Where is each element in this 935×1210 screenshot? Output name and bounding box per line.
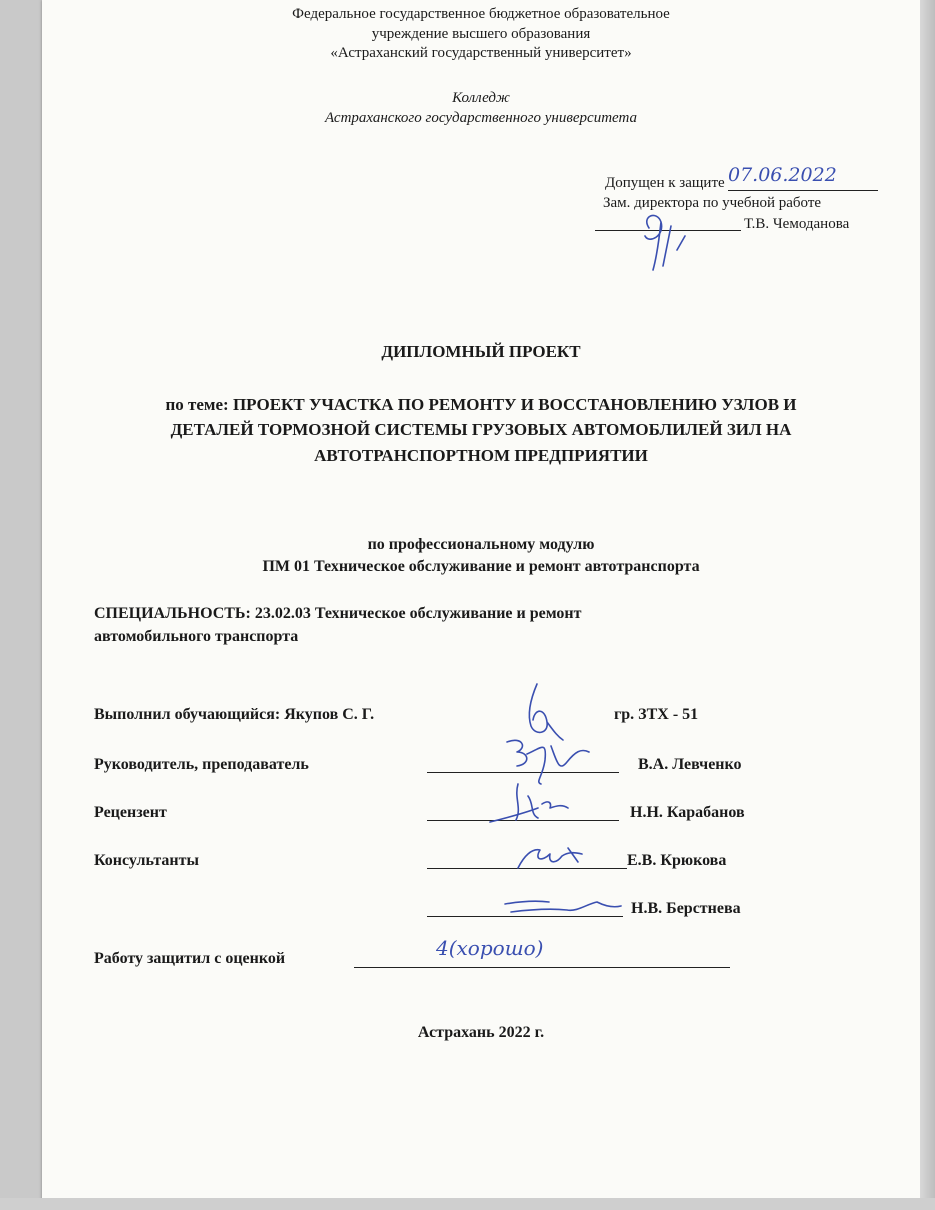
- consultant2-signature: [497, 892, 627, 928]
- scan-right-edge: [920, 0, 935, 1210]
- module-line-1: по профессиональному модулю: [367, 536, 595, 553]
- consultant1-signature: [512, 838, 602, 878]
- approval-name: Т.В. Чемоданова: [744, 216, 850, 232]
- approval-signature: [627, 206, 712, 274]
- scan-bottom-edge: [0, 1198, 935, 1210]
- specialty-line-1: СПЕЦИАЛЬНОСТЬ: 23.02.03 Техническое обслуживание и ремонт: [94, 605, 582, 622]
- student-label: Выполнил обучающийся: Якупов С. Г.: [94, 706, 375, 723]
- topic-line-1: по теме: ПРОЕКТ УЧАСТКА ПО РЕМОНТУ И ВОССТАНОВЛЕНИЮ УЗЛОВ И: [165, 395, 797, 414]
- grade-value: 4(хорошо): [436, 936, 544, 960]
- topic-line-2: ДЕТАЛЕЙ ТОРМОЗНОЙ СИСТЕМЫ ГРУЗОВЫХ АВТОМОБЛИЛЕЙ ЗИЛ НА: [170, 420, 792, 439]
- specialty-line-2: автомобильного транспорта: [94, 628, 299, 645]
- reviewer-label: Рецензент: [94, 804, 167, 821]
- topic-line-3: АВТОТРАНСПОРТНОМ ПРЕДПРИЯТИИ: [314, 446, 648, 465]
- document-type: ДИПЛОМНЫЙ ПРОЕКТ: [381, 342, 581, 361]
- approval-date-line: [728, 190, 878, 191]
- supervisor-name: В.А. Левченко: [638, 756, 742, 773]
- document-page: [42, 0, 920, 1210]
- student-group: гр. ЗТХ - 51: [614, 706, 699, 723]
- module-line-2: ПМ 01 Техническое обслуживание и ремонт автотранспорта: [262, 558, 700, 575]
- institution-line-1: Федеральное государственное бюджетное образовательное: [292, 6, 670, 22]
- institution-line-2: учреждение высшего образования: [371, 26, 591, 42]
- consultant1-name: Е.В. Крюкова: [627, 852, 727, 869]
- approval-label: Допущен к защите: [605, 175, 725, 191]
- supervisor-label: Руководитель, преподаватель: [94, 756, 309, 773]
- consultant2-name: Н.В. Берстнева: [631, 900, 741, 917]
- footer-city-year: Астрахань 2022 г.: [417, 1024, 545, 1041]
- reviewer-signature: [482, 778, 592, 834]
- grade-line: [354, 967, 730, 968]
- college-line-1: Колледж: [452, 90, 510, 106]
- college-line-2: Астраханского государственного университета: [324, 110, 638, 126]
- consultants-label: Консультанты: [94, 852, 199, 869]
- grade-label: Работу защитил с оценкой: [94, 950, 286, 967]
- approval-position: Зам. директора по учебной работе: [603, 195, 822, 211]
- institution-line-3: «Астраханский государственный университет»: [330, 45, 632, 61]
- approval-date: 07.06.2022: [728, 164, 837, 186]
- reviewer-name: Н.Н. Карабанов: [630, 804, 745, 821]
